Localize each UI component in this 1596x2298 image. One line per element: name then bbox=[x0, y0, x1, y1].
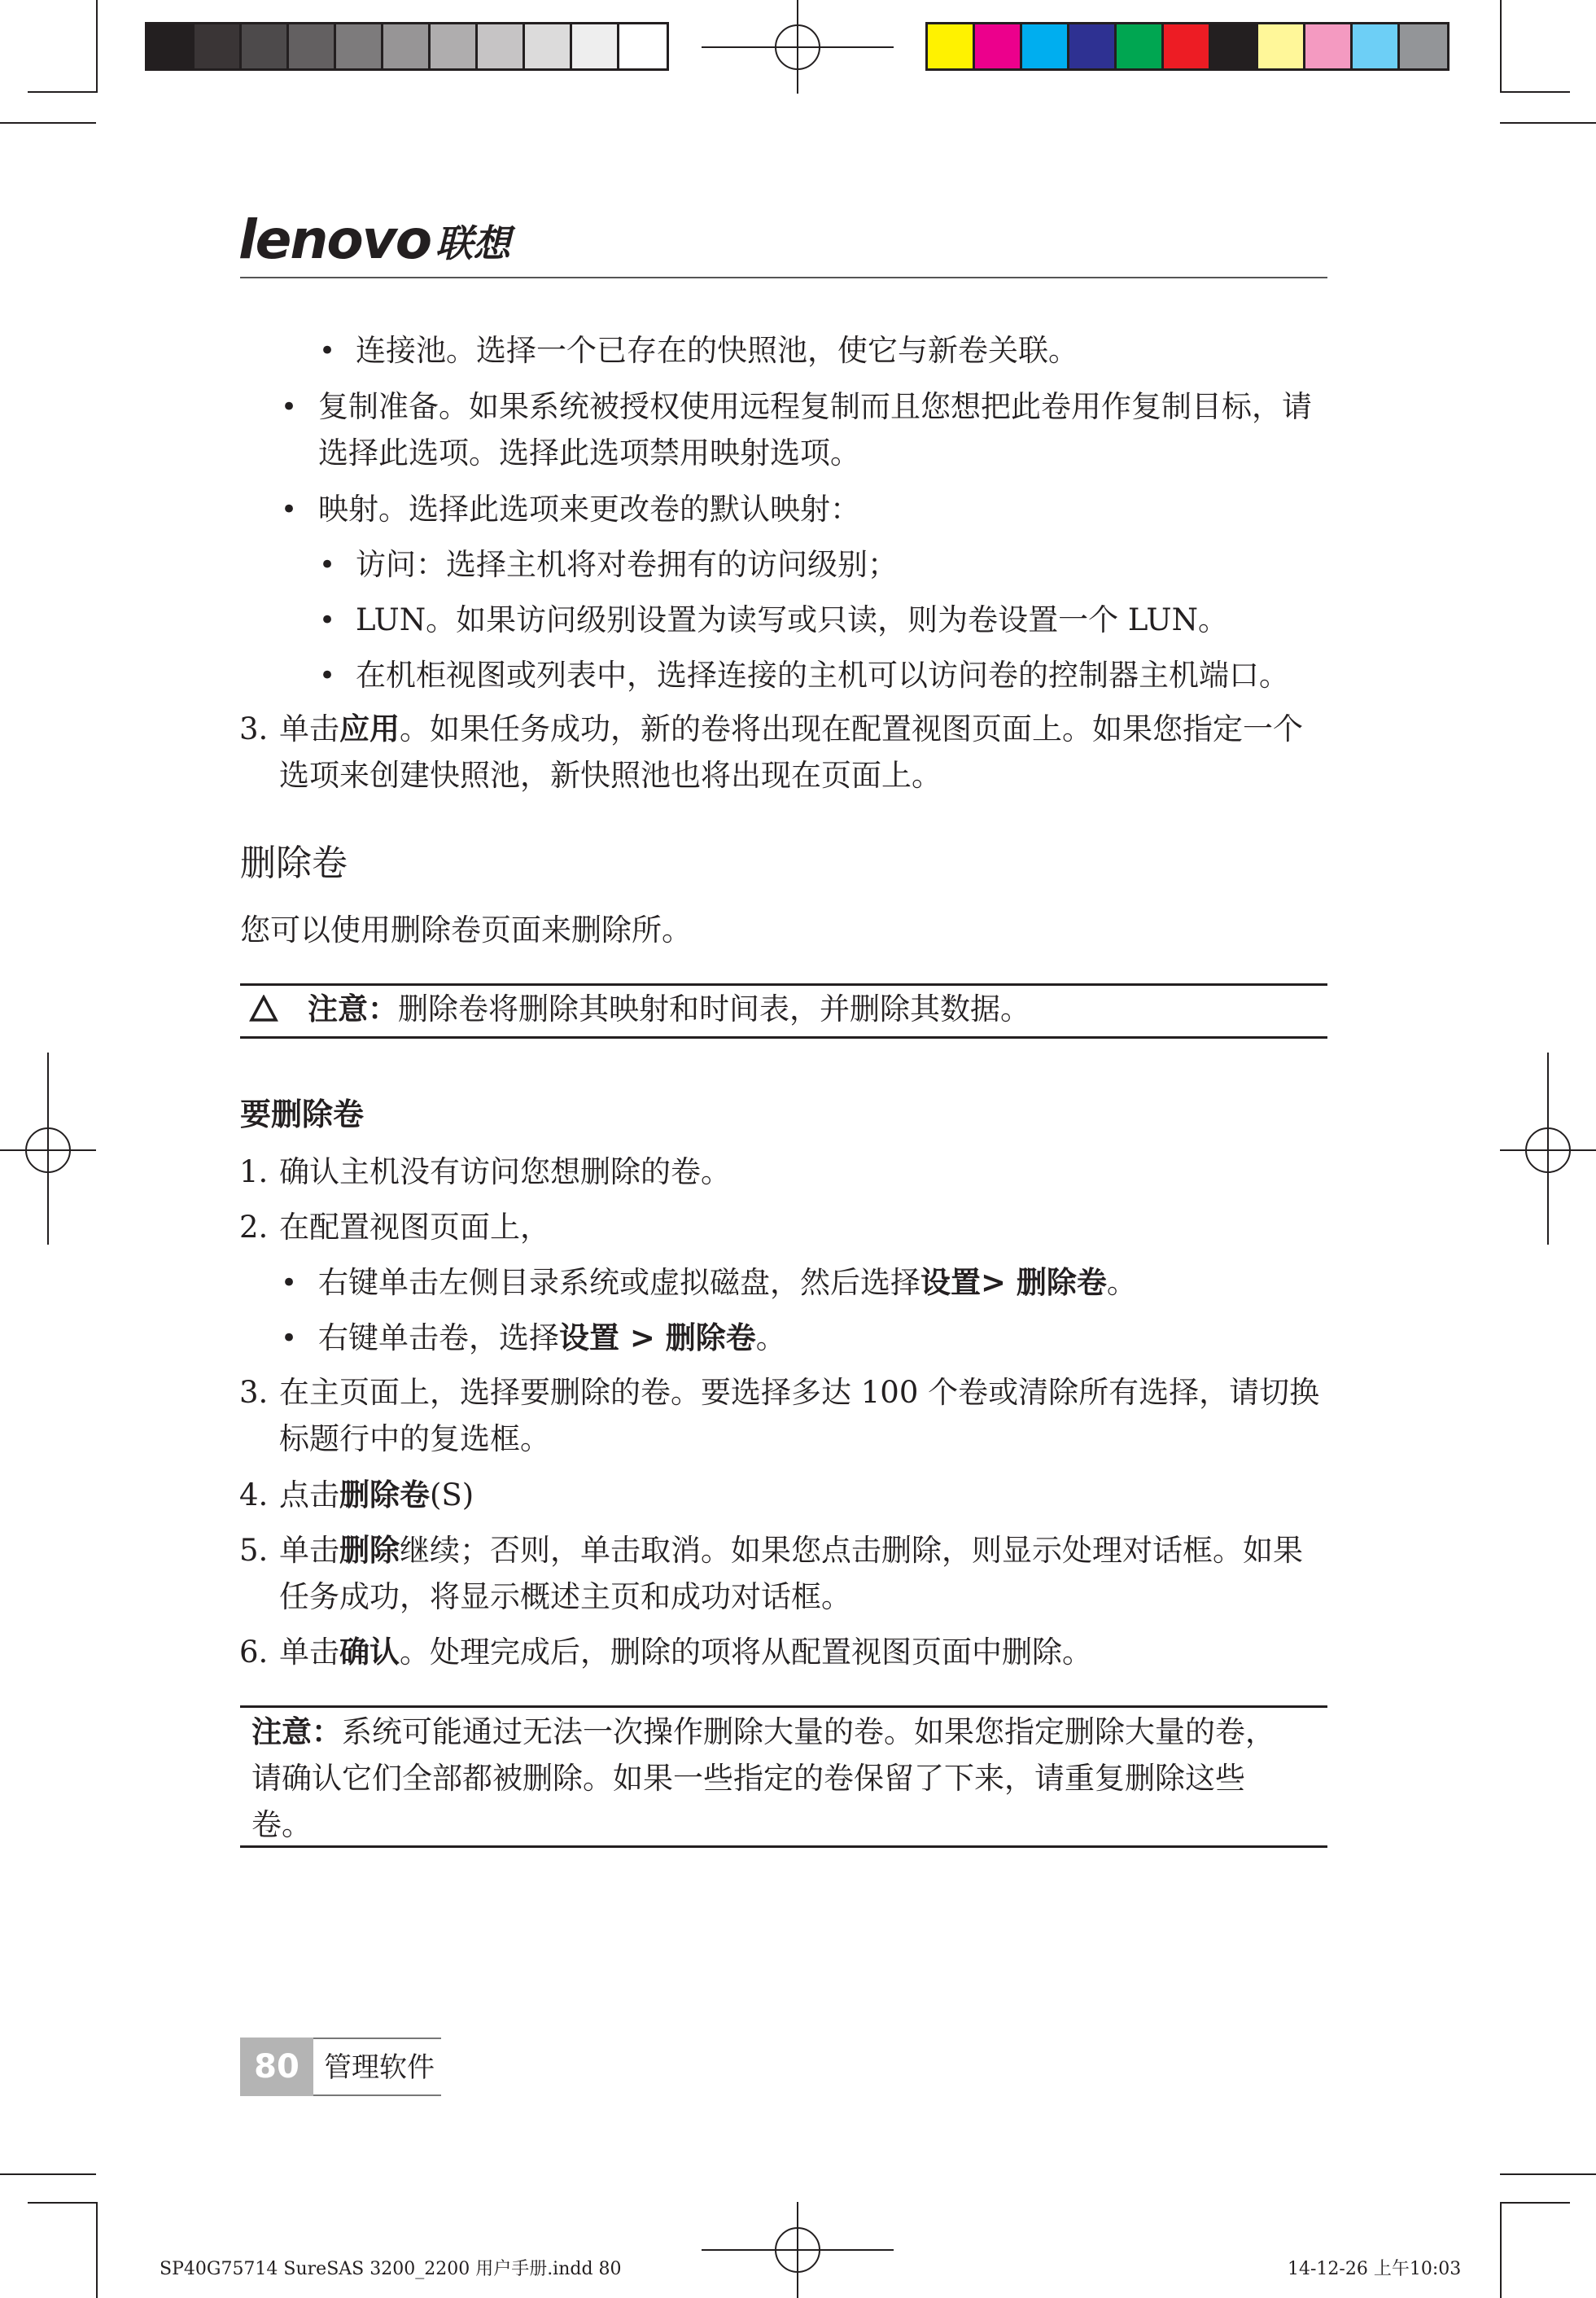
step-number: 2. bbox=[239, 1210, 269, 1245]
caution-rule-top bbox=[240, 983, 1327, 986]
caution-rule-bottom bbox=[240, 1036, 1327, 1039]
note-text-continuation: 请确认它们全部都被删除。如果一些指定的卷保留了下来，请重复删除这些 bbox=[251, 1761, 1245, 1796]
step-number: 6. bbox=[239, 1635, 269, 1670]
running-footer-title: 管理软件 bbox=[324, 2051, 435, 2084]
step-text: 确认主机没有访问您想删除的卷。 bbox=[279, 1154, 731, 1189]
footer-rule bbox=[313, 2038, 441, 2039]
header-rule bbox=[240, 277, 1327, 278]
step-text: 单击应用。如果任务成功，新的卷将出现在配置视图页面上。如果您指定一个 bbox=[279, 711, 1303, 746]
color-swatch bbox=[147, 24, 195, 68]
crop-mark bbox=[1500, 0, 1502, 91]
bullet-icon: • bbox=[319, 659, 336, 692]
color-swatch bbox=[525, 24, 572, 68]
bullet-icon: • bbox=[281, 1322, 298, 1355]
color-swatch bbox=[1022, 24, 1069, 68]
step-number: 4. bbox=[239, 1477, 269, 1512]
bullet-icon: • bbox=[281, 1267, 298, 1299]
list-item: 连接池。选择一个已存在的快照池，使它与新卷关联。 bbox=[356, 333, 1078, 368]
color-swatch bbox=[1258, 24, 1305, 68]
process-color-bar bbox=[925, 22, 1450, 71]
color-swatch bbox=[619, 24, 667, 68]
crop-mark bbox=[1500, 91, 1570, 93]
list-item: 右键单击左侧目录系统或虚拟磁盘，然后选择设置> 删除卷。 bbox=[318, 1265, 1137, 1300]
color-swatch bbox=[195, 24, 242, 68]
bullet-icon: • bbox=[281, 391, 298, 423]
list-item-continuation: 选择此选项。选择此选项禁用映射选项。 bbox=[318, 436, 860, 471]
crop-mark bbox=[96, 0, 98, 91]
page-number: 80 bbox=[254, 2048, 300, 2086]
color-swatch bbox=[1305, 24, 1353, 68]
note-rule-top bbox=[240, 1705, 1327, 1708]
registration-mark bbox=[1525, 1127, 1571, 1173]
crop-mark bbox=[28, 2202, 98, 2204]
list-item: 右键单击卷，选择设置 > 删除卷。 bbox=[318, 1320, 786, 1355]
section-intro: 您可以使用删除卷页面来删除所。 bbox=[240, 913, 692, 948]
crop-mark bbox=[96, 2202, 98, 2298]
step-text: 单击确认。处理完成后，删除的项将从配置视图页面中删除。 bbox=[279, 1635, 1092, 1670]
color-swatch bbox=[1353, 24, 1400, 68]
step-number: 5. bbox=[239, 1533, 269, 1568]
color-swatch bbox=[1069, 24, 1117, 68]
note-text: 注意：系统可能通过无法一次操作删除大量的卷。如果您指定删除大量的卷， bbox=[251, 1714, 1275, 1749]
color-swatch bbox=[478, 24, 525, 68]
registration-mark bbox=[775, 2227, 820, 2273]
grayscale-color-bar bbox=[145, 22, 669, 71]
bullet-icon: • bbox=[319, 549, 336, 581]
registration-mark bbox=[25, 1127, 71, 1173]
crop-mark bbox=[0, 122, 96, 124]
crop-mark bbox=[1500, 122, 1596, 124]
registration-mark bbox=[775, 24, 820, 70]
crop-mark bbox=[1500, 2202, 1502, 2298]
slug-timestamp: 14-12-26 上午10:03 bbox=[1288, 2259, 1462, 2279]
section-title: 删除卷 bbox=[240, 843, 348, 884]
step-text: 点击删除卷(S) bbox=[279, 1477, 474, 1512]
color-swatch bbox=[1211, 24, 1258, 68]
color-swatch bbox=[1164, 24, 1211, 68]
color-swatch bbox=[928, 24, 975, 68]
procedure-title: 要删除卷 bbox=[240, 1096, 365, 1132]
crop-mark bbox=[1500, 2202, 1570, 2204]
color-swatch bbox=[289, 24, 336, 68]
lenovo-logo bbox=[238, 208, 511, 271]
step-text-continuation: 选项来创建快照池，新快照池也将出现在页面上。 bbox=[279, 758, 942, 793]
color-swatch bbox=[431, 24, 478, 68]
step-text: 在主页面上，选择要删除的卷。要选择多达 100 个卷或清除所有选择，请切换 bbox=[279, 1375, 1320, 1410]
bullet-icon: • bbox=[319, 335, 336, 367]
note-rule-bottom bbox=[240, 1845, 1327, 1848]
list-item: LUN。如果访问级别设置为读写或只读，则为卷设置一个 LUN。 bbox=[356, 602, 1228, 637]
list-item: 映射。选择此选项来更改卷的默认映射： bbox=[318, 492, 860, 527]
color-swatch bbox=[975, 24, 1022, 68]
slug-file-info: SP40G75714 SureSAS 3200_2200 用户手册.indd 80 bbox=[160, 2259, 622, 2279]
list-item: 复制准备。如果系统被授权使用远程复制而且您想把此卷用作复制目标，请 bbox=[318, 389, 1312, 424]
color-swatch bbox=[1400, 24, 1447, 68]
step-text-continuation: 任务成功，将显示概述主页和成功对话框。 bbox=[279, 1579, 851, 1614]
step-text-continuation: 标题行中的复选框。 bbox=[279, 1421, 550, 1456]
color-swatch bbox=[572, 24, 619, 68]
step-number: 1. bbox=[239, 1154, 269, 1189]
bullet-icon: • bbox=[281, 493, 298, 526]
list-item: 在机柜视图或列表中，选择连接的主机可以访问卷的控制器主机端口。 bbox=[356, 658, 1289, 693]
crop-mark bbox=[28, 91, 98, 93]
step-number: 3. bbox=[239, 711, 269, 746]
color-swatch bbox=[1117, 24, 1164, 68]
list-item: 访问：选择主机将对卷拥有的访问级别； bbox=[356, 547, 898, 582]
color-swatch bbox=[383, 24, 431, 68]
step-text: 在配置视图页面上， bbox=[279, 1210, 550, 1245]
caution-text: 注意：删除卷将删除其映射和时间表，并删除其数据。 bbox=[308, 991, 1030, 1026]
step-number: 3. bbox=[239, 1375, 269, 1410]
footer-rule bbox=[313, 2094, 441, 2096]
crop-mark bbox=[1500, 2173, 1596, 2175]
bullet-icon: • bbox=[319, 604, 336, 637]
note-text-continuation: 卷。 bbox=[251, 1807, 312, 1842]
warning-triangle-icon bbox=[249, 995, 278, 1022]
color-swatch bbox=[336, 24, 383, 68]
color-swatch bbox=[242, 24, 289, 68]
logo-chinese-wordmark: 联想 bbox=[435, 221, 511, 265]
crop-mark bbox=[0, 2173, 96, 2175]
page-number-box bbox=[240, 2038, 313, 2096]
step-text: 单击删除继续；否则，单击取消。如果您点击删除，则显示处理对话框。如果 bbox=[279, 1533, 1303, 1568]
logo-wordmark: lenovo bbox=[238, 208, 431, 271]
